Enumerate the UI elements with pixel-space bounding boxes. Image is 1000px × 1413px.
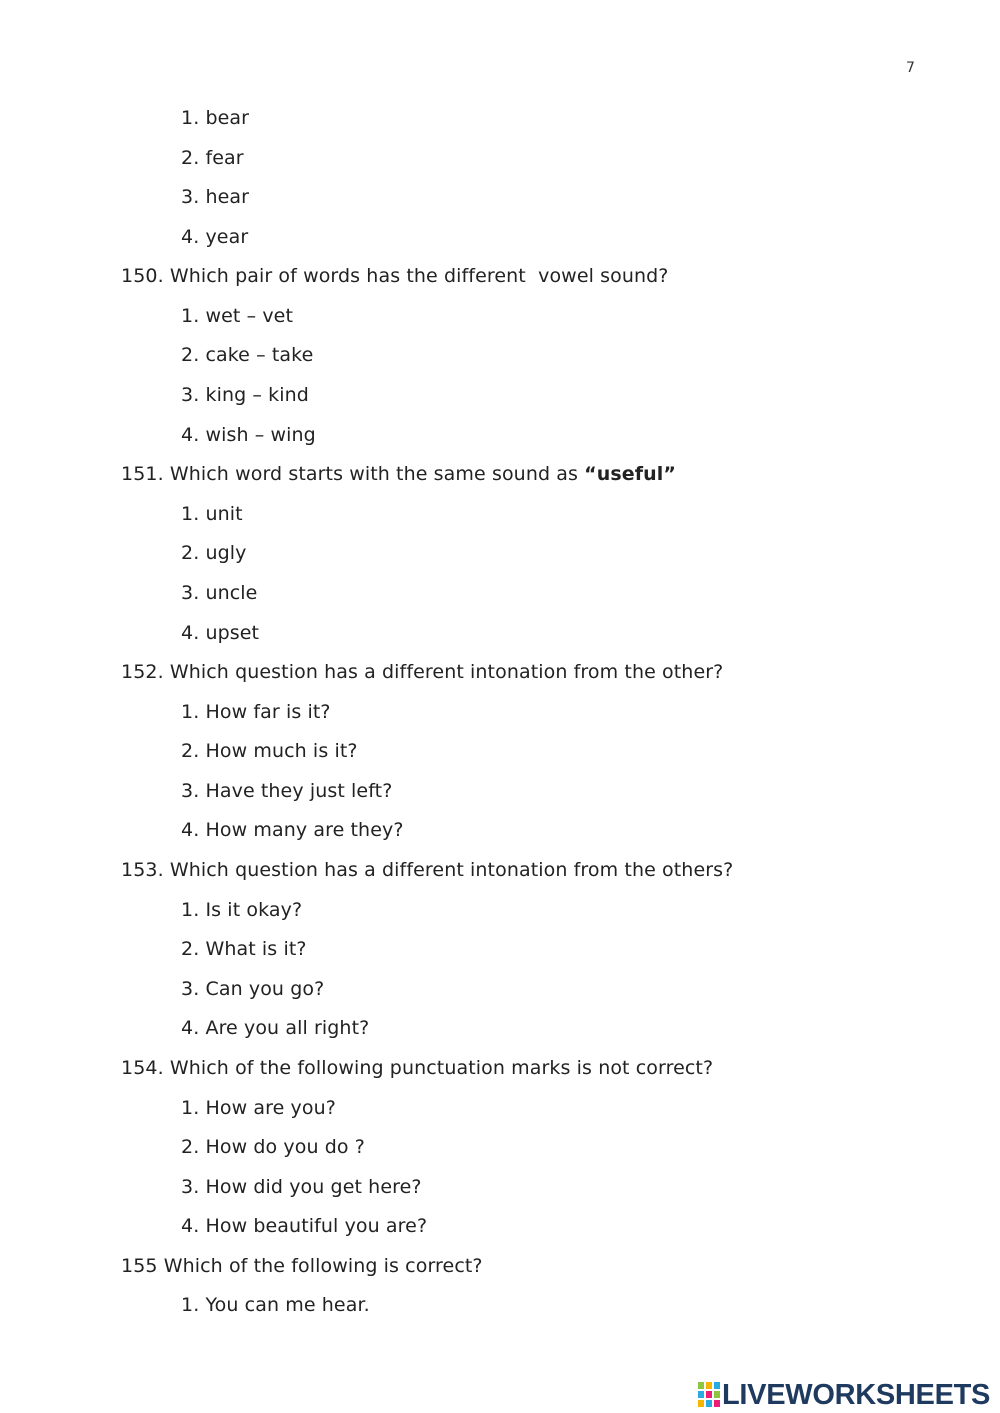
q151-option-2: 2. ugly [181,542,247,564]
liveworksheets-logo[interactable] [698,1378,990,1412]
option-fear: 2. fear [181,147,244,169]
question-150: 150. Which pair of words has the different vowel sound? [121,265,669,287]
q151-option-1: 1. unit [181,503,243,525]
q153-option-1: 1. Is it okay? [181,899,303,921]
q152-option-2: 2. How much is it? [181,740,358,762]
liveworksheets-logo-icon [698,1382,720,1408]
q155-option-1: 1. You can me hear. [181,1294,370,1316]
question-151-text: 151. Which word starts with the same sound as [121,463,585,485]
option-hear: 3. hear [181,186,250,208]
q154-option-2: 2. How do you do ? [181,1136,365,1158]
q154-option-3: 3. How did you get here? [181,1176,422,1198]
question-152: 152. Which question has a different intonation from the other? [121,661,724,683]
q151-option-3: 3. uncle [181,582,258,604]
q153-option-2: 2. What is it? [181,938,307,960]
question-153: 153. Which question has a different intonation from the others? [121,859,734,881]
q150-option-4: 4. wish – wing [181,424,316,446]
question-151 [121,462,676,486]
question-154: 154. Which of the following punctuation marks is not correct? [121,1057,714,1079]
question-151-keyword: “useful” [584,463,676,485]
question-155: 155 Which of the following is correct? [121,1255,483,1277]
q154-option-4: 4. How beautiful you are? [181,1215,428,1237]
q152-option-4: 4. How many are they? [181,819,404,841]
q150-option-2: 2. cake – take [181,344,314,366]
q152-option-3: 3. Have they just left? [181,780,393,802]
q152-option-1: 1. How far is it? [181,701,331,723]
page-number: 7 [906,60,915,76]
q153-option-4: 4. Are you all right? [181,1017,370,1039]
option-bear: 1. bear [181,107,250,129]
q150-option-3: 3. king – kind [181,384,309,406]
q150-option-1: 1. wet – vet [181,305,294,327]
logo-text: LIVEWORKSHEETS [722,1378,991,1411]
q151-option-4: 4. upset [181,622,260,644]
q153-option-3: 3. Can you go? [181,978,325,1000]
option-year: 4. year [181,226,249,248]
q154-option-1: 1. How are you? [181,1097,336,1119]
